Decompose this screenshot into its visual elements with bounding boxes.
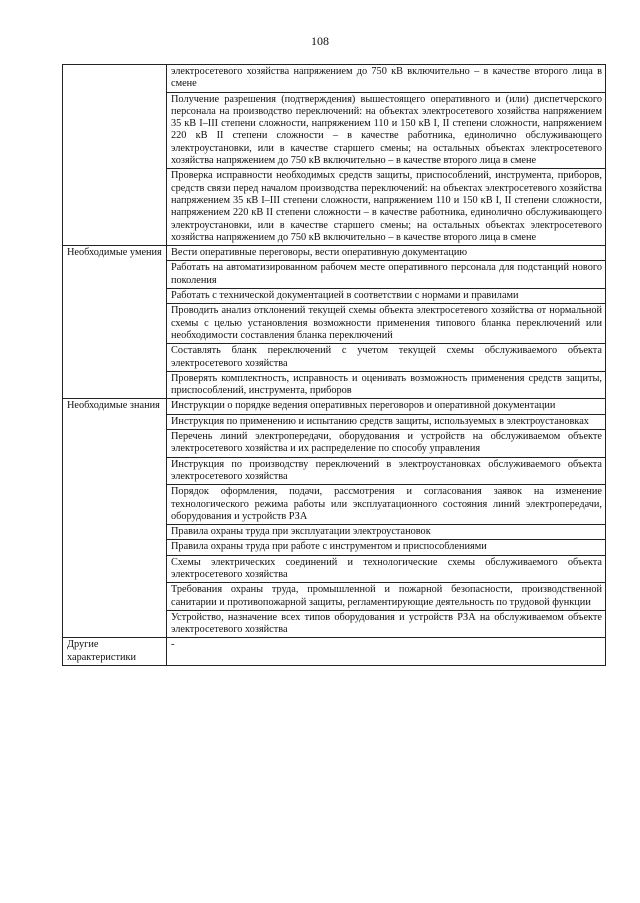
requirement-text: Инструкция по применению и испытанию средств защиты, используемых в электроустановках [167, 414, 606, 429]
requirement-text: Порядок оформления, подачи, рассмотрения и согласования заявок на изменение технологического режима работы или эксплуатационного состояния линий электропередачи, оборудования и устройств РЗА [167, 485, 606, 525]
requirement-text: Перечень линий электропередачи, оборудования и устройств на обслуживаемом объекте электросетевого хозяйства и их распределение по способу управления [167, 430, 606, 458]
requirement-text: Правила охраны труда при эксплуатации электроустановок [167, 525, 606, 540]
requirement-text: Правила охраны труда при работе с инструментом и приспособлениями [167, 540, 606, 555]
table-row [63, 399, 606, 414]
section-label: Другие характеристики [63, 638, 167, 666]
section-label: Необходимые умения [63, 246, 167, 399]
requirement-text: Инструкция по производству переключений в электроустановках обслуживаемого объекта электросетевого хозяйства [167, 457, 606, 485]
requirement-text: Схемы электрических соединений и технологические схемы обслуживаемого объекта электросетевого хозяйства [167, 555, 606, 583]
qualification-table [62, 64, 606, 666]
requirement-text: Составлять бланк переключений с учетом текущей схемы обслуживаемого объекта электросетевого хозяйства [167, 344, 606, 372]
requirement-text: Проверка исправности необходимых средств защиты, приспособлений, инструмента, приборов, средств связи перед началом производства переключений: на объектах электросетевого хозяйства напряжением 35 кВ I–III степени сложности, напряжением 110 и 150 кВ I, II степени сложности, напряжением 220 кВ II степени сложности – в качестве работника, единолично обслуживающего электроустановки, или в качестве старшего смены; на остальных объектах электросетевого хозяйства напряжением до 750 кВ включительно – в качестве второго лица в смене [167, 169, 606, 246]
page-number: 108 [311, 34, 329, 48]
table-row [63, 65, 606, 93]
requirement-text: Инструкции о порядке ведения оперативных переговоров и оперативной документации [167, 399, 606, 414]
requirement-text: Проверять комплектность, исправность и оценивать возможность применения средств защиты, приспособлений, инструмента, приборов [167, 371, 606, 399]
section-label: Необходимые знания [63, 399, 167, 638]
requirement-text: электросетевого хозяйства напряжением до 750 кВ включительно – в качестве второго лица в смене [167, 65, 606, 93]
requirement-text: Получение разрешения (подтверждения) вышестоящего оперативного и (или) диспетчерского персонала на производство переключений: на объектах электросетевого хозяйства напряжением 35 кВ I–III степени сложности, напряжением 110 и 150 кВ I, II степени сложности, напряжением 220 кВ II степени сложности – в качестве работника, единолично обслуживающего электроустановки, или в качестве старшего смены; на остальных объектах электросетевого хозяйства напряжением до 750 кВ включительно – в качестве второго лица в смене [167, 92, 606, 169]
requirement-text: Требования охраны труда, промышленной и пожарной безопасности, производственной санитарии и противопожарной защиты, регламентирующие деятельность по трудовой функции [167, 583, 606, 611]
requirement-text: Проводить анализ отклонений текущей схемы объекта электросетевого хозяйства от нормальной схемы с целью установления возможности применения типового бланка переключений или необходимости составления бланка переключений [167, 304, 606, 344]
table-row [63, 246, 606, 261]
requirement-text: Работать на автоматизированном рабочем месте оперативного персонала для подстанций нового поколения [167, 261, 606, 289]
section-label [63, 65, 167, 246]
table-row [63, 638, 606, 666]
requirement-text: Вести оперативные переговоры, вести оперативную документацию [167, 246, 606, 261]
requirement-text: - [167, 638, 606, 666]
requirement-text: Работать с технической документацией в соответствии с нормами и правилами [167, 289, 606, 304]
requirement-text: Устройство, назначение всех типов оборудования и устройств РЗА на обслуживаемом объекте электросетевого хозяйства [167, 610, 606, 638]
